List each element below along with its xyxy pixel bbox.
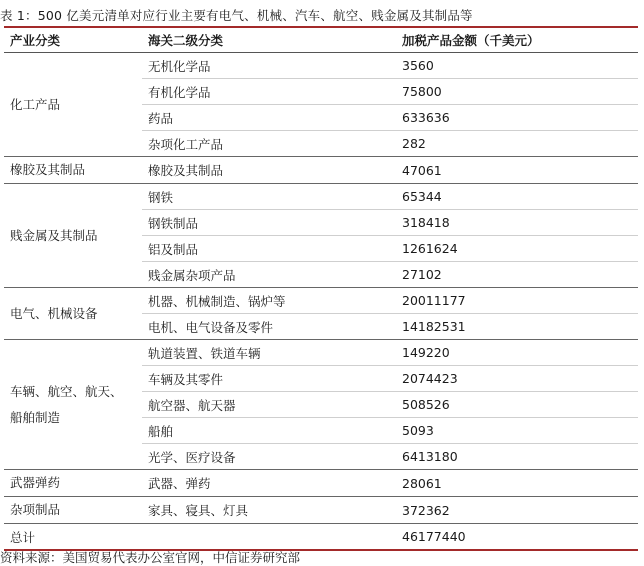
tariff-table: [4, 28, 638, 551]
industry-cell: 杂项制品: [4, 497, 142, 524]
customs-category-cell: 航空器、航天器: [142, 392, 396, 418]
amount-cell: 75800: [396, 79, 638, 105]
amount-cell: 372362: [396, 497, 638, 524]
customs-category-cell: 家具、寝具、灯具: [142, 497, 396, 524]
table-row: [4, 157, 638, 184]
customs-category-cell: 电机、电气设备及零件: [142, 314, 396, 340]
amount-cell: 318418: [396, 210, 638, 236]
customs-category-cell: 药品: [142, 105, 396, 131]
amount-cell: 27102: [396, 262, 638, 288]
amount-cell: 282: [396, 131, 638, 157]
customs-category-cell: 杂项化工产品: [142, 131, 396, 157]
amount-cell: 6413180: [396, 444, 638, 470]
industry-cell: 武器弹药: [4, 470, 142, 497]
source-note: 资料来源：美国贸易代表办公室官网，中信证券研究部: [0, 550, 301, 565]
industry-cell: 车辆、航空、航天、船舶制造: [4, 340, 142, 470]
customs-category-cell: 武器、弹药: [142, 470, 396, 497]
customs-category-cell: 钢铁制品: [142, 210, 396, 236]
industry-cell: 贱金属及其制品: [4, 184, 142, 288]
customs-category-cell: 铝及制品: [142, 236, 396, 262]
customs-category-cell: 无机化学品: [142, 53, 396, 79]
table-row: [4, 470, 638, 497]
customs-category-cell: 轨道装置、铁道车辆: [142, 340, 396, 366]
customs-category-cell: 钢铁: [142, 184, 396, 210]
customs-category-cell: 橡胶及其制品: [142, 157, 396, 184]
total-row: [4, 524, 638, 551]
table-row: [4, 288, 638, 314]
customs-category-cell: 机器、机械制造、锅炉等: [142, 288, 396, 314]
customs-category-cell: 贱金属杂项产品: [142, 262, 396, 288]
amount-cell: 1261624: [396, 236, 638, 262]
total-spacer: [142, 524, 396, 551]
total-label: 总计: [4, 524, 142, 551]
industry-cell: 橡胶及其制品: [4, 157, 142, 184]
amount-cell: 149220: [396, 340, 638, 366]
table-row: [4, 184, 638, 210]
industry-cell: 化工产品: [4, 53, 142, 157]
header-row: [4, 28, 638, 53]
total-amount: 46177440: [396, 524, 638, 551]
amount-cell: 508526: [396, 392, 638, 418]
amount-cell: 28061: [396, 470, 638, 497]
customs-category-cell: 船舶: [142, 418, 396, 444]
amount-cell: 14182531: [396, 314, 638, 340]
header-industry: 产业分类: [4, 28, 142, 53]
table-body: [4, 53, 638, 551]
amount-cell: 47061: [396, 157, 638, 184]
customs-category-cell: 有机化学品: [142, 79, 396, 105]
amount-cell: 65344: [396, 184, 638, 210]
industry-cell: 电气、机械设备: [4, 288, 142, 340]
header-amount: 加税产品金额（千美元）: [396, 28, 638, 53]
header-customs-category: 海关二级分类: [142, 28, 396, 53]
customs-category-cell: 光学、医疗设备: [142, 444, 396, 470]
amount-cell: 2074423: [396, 366, 638, 392]
table-row: [4, 497, 638, 524]
table-caption: 表 1：500 亿美元清单对应行业主要有电气、机械、汽车、航空、贱金属及其制品等: [0, 8, 473, 23]
amount-cell: 3560: [396, 53, 638, 79]
table-row: [4, 340, 638, 366]
amount-cell: 633636: [396, 105, 638, 131]
amount-cell: 5093: [396, 418, 638, 444]
amount-cell: 20011177: [396, 288, 638, 314]
table-row: [4, 53, 638, 79]
customs-category-cell: 车辆及其零件: [142, 366, 396, 392]
